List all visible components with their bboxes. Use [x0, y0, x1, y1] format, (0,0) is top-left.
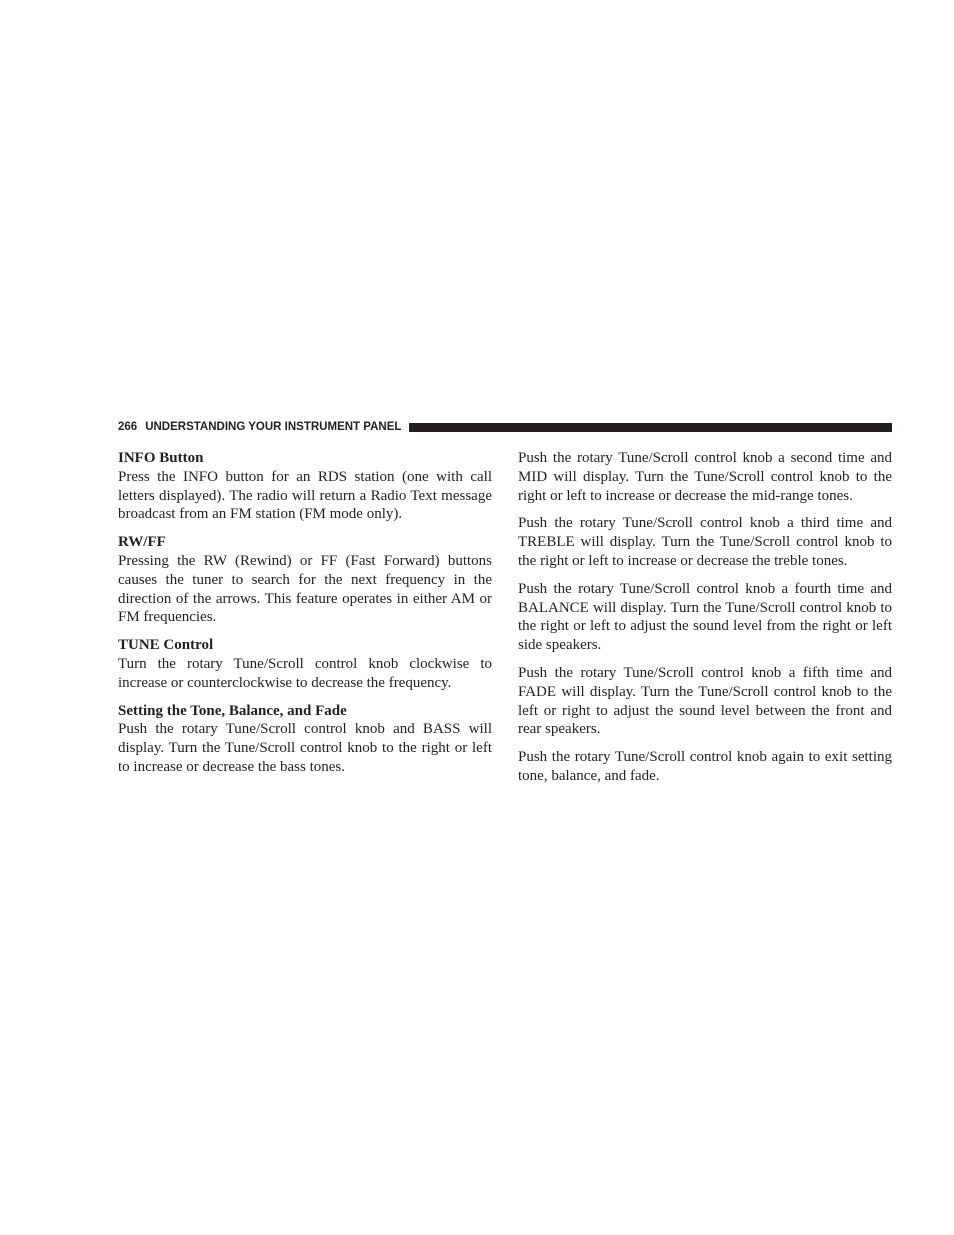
left-column — [118, 449, 492, 786]
section-heading: Setting the Tone, Balance, and Fade — [118, 702, 347, 719]
section-heading: RW/FF — [118, 534, 166, 551]
section-title: UNDERSTANDING YOUR INSTRUMENT PANEL — [145, 421, 402, 433]
right-column — [518, 449, 892, 795]
section-info-button — [118, 449, 492, 524]
section-heading: INFO Button — [118, 450, 204, 466]
section-body: Push the rotary Tune/Scroll control knob and BASS will display. Turn the Tune/Scroll control knob to the right or left to increase or decrease the bass tones. — [118, 721, 492, 775]
page-number: 266 — [118, 421, 138, 433]
paragraph-treble: Push the rotary Tune/Scroll control knob a third time and TREBLE will display. Turn the Tune/Scroll control knob to the right or left to increase or decrease the treble tones. — [518, 515, 892, 569]
header-rule — [409, 423, 892, 432]
page-header — [118, 420, 892, 434]
paragraph-fade: Push the rotary Tune/Scroll control knob a fifth time and FADE will display. Turn the Tune/Scroll control knob to the left or right to adjust the sound level between the front and rear speakers. — [518, 664, 892, 738]
section-tone-balance-fade — [118, 702, 492, 777]
paragraph-mid: Push the rotary Tune/Scroll control knob a second time and MID will display. Turn the Tune/Scroll control knob to the right or left to increase or decrease the mid-range tones. — [518, 450, 892, 504]
section-body: Turn the rotary Tune/Scroll control knob clockwise to increase or counterclockwise to decrease the frequency. — [118, 655, 492, 691]
section-rw-ff — [118, 533, 492, 627]
section-heading: TUNE Control — [118, 637, 214, 654]
section-body: Pressing the RW (Rewind) or FF (Fast Forward) buttons causes the tuner to search for the next frequency in the direction of the arrows. This feature operates in either AM or FM frequencies. — [118, 552, 492, 626]
section-body: Press the INFO button for an RDS station (one with call letters displayed). The radio will return a Radio Text message broadcast from an FM station (FM mode only). — [118, 468, 492, 523]
paragraph-balance: Push the rotary Tune/Scroll control knob a fourth time and BALANCE will display. Turn the Tune/Scroll control knob to the right or left to adjust the sound level from the right or left side speakers. — [518, 580, 892, 654]
section-tune-control — [118, 636, 492, 692]
paragraph-exit: Push the rotary Tune/Scroll control knob again to exit setting tone, balance, and fade. — [518, 749, 892, 784]
